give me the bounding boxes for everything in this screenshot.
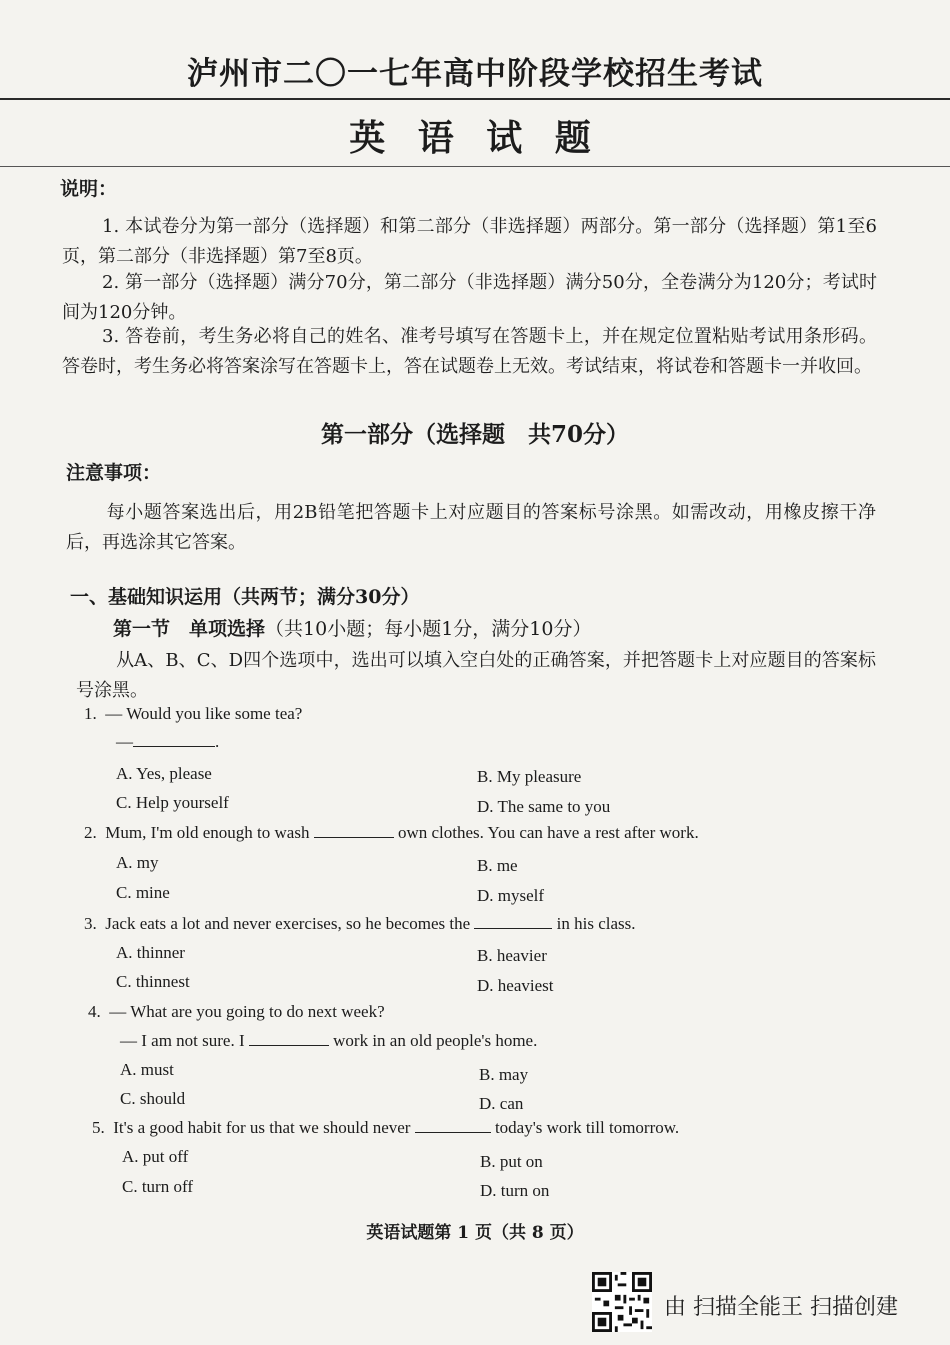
q4-option-b: B. may bbox=[479, 1065, 529, 1084]
answer-blank bbox=[415, 1118, 491, 1133]
question-5: 5. It's a good habit for us that we should never today's work till tomorrow. bbox=[92, 1118, 680, 1137]
q3-option-c: C. thinnest bbox=[116, 972, 190, 991]
q2-option-b: B. me bbox=[477, 856, 518, 875]
instructions-label: 说明： bbox=[60, 178, 118, 200]
q1-option-c: C. Help yourself bbox=[116, 793, 229, 812]
part-one-title: 第一部分（选择题 共70分） bbox=[320, 421, 629, 448]
question-3: 3. Jack eats a lot and never exercises, so he becomes the in his class. bbox=[84, 914, 636, 933]
attention-label: 注意事项： bbox=[66, 462, 162, 484]
instruction-item-1: 1. 本试卷分为第一部分（选择题）和第二部分（非选择题）两部分。第一部分（选择题）第1至6页，第二部分（非选择题）第7至8页。 bbox=[62, 216, 877, 267]
q1-option-b: B. My pleasure bbox=[477, 767, 582, 786]
answer-blank bbox=[314, 823, 394, 838]
directions-text: 从A、B、C、D四个选项中，选出可以填入空白处的正确答案，并把答题卡上对应题目的答案标号涂黑。 bbox=[76, 650, 876, 701]
instruction-item-2: 2. 第一部分（选择题）满分70分，第二部分（非选择题）满分50分，全卷满分为120分；考试时间为120分钟。 bbox=[62, 272, 877, 323]
question-1-answer-line: — . bbox=[116, 732, 220, 751]
answer-blank bbox=[249, 1031, 329, 1046]
q5-option-b: B. put on bbox=[480, 1152, 543, 1171]
exam-subtitle: 英 语 试 题 bbox=[349, 117, 601, 159]
q1-option-d: D. The same to you bbox=[477, 797, 611, 816]
answer-blank bbox=[474, 914, 552, 929]
q4-option-a: A. must bbox=[120, 1060, 174, 1079]
qr-code-icon bbox=[592, 1272, 652, 1332]
exam-title: 泸州市二〇一七年高中阶段学校招生考试 bbox=[187, 56, 763, 92]
q3-option-b: B. heavier bbox=[477, 946, 547, 965]
page-footer: 英语试题第 1 页（共 8 页） bbox=[366, 1223, 584, 1243]
question-1: 1. — Would you like some tea? bbox=[84, 704, 303, 723]
sub-section-heading: 第一节 单项选择（共10小题；每小题1分，满分10分） bbox=[113, 618, 592, 640]
question-2: 2. Mum, I'm old enough to wash own clothes. You can have a rest after work. bbox=[84, 823, 699, 842]
q5-option-c: C. turn off bbox=[122, 1177, 193, 1196]
answer-blank bbox=[133, 732, 215, 747]
subtitle-rule bbox=[0, 166, 950, 167]
question-4: 4. — What are you going to do next week? bbox=[88, 1002, 385, 1021]
question-4-answer-line: — I am not sure. I work in an old people's home. bbox=[120, 1031, 538, 1050]
q4-option-d: D. can bbox=[479, 1094, 524, 1113]
scanner-watermark-text: 由 扫描全能王 扫描创建 bbox=[664, 1295, 898, 1320]
header-rule bbox=[0, 98, 950, 100]
attention-text: 每小题答案选出后，用2B铅笔把答题卡上对应题目的答案标号涂黑。如需改动，用橡皮擦干净后，再选涂其它答案。 bbox=[66, 502, 876, 553]
q5-option-d: D. turn on bbox=[480, 1181, 550, 1200]
q2-option-d: D. myself bbox=[477, 886, 545, 905]
q2-option-c: C. mine bbox=[116, 883, 170, 902]
q1-option-a: A. Yes, please bbox=[116, 764, 212, 783]
q3-option-d: D. heaviest bbox=[477, 976, 554, 995]
section-heading: 一、基础知识运用（共两节；满分30分） bbox=[70, 586, 420, 608]
q3-option-a: A. thinner bbox=[116, 943, 185, 962]
q4-option-c: C. should bbox=[120, 1089, 186, 1108]
q5-option-a: A. put off bbox=[122, 1147, 189, 1166]
q2-option-a: A. my bbox=[116, 853, 159, 872]
instruction-item-3: 3. 答卷前，考生务必将自己的姓名、准考号填写在答题卡上，并在规定位置粘贴考试用条形码。答卷时，考生务必将答案涂写在答题卡上，答在试题卷上无效。考试结束，将试卷和答题卡一并收回。 bbox=[62, 326, 877, 377]
